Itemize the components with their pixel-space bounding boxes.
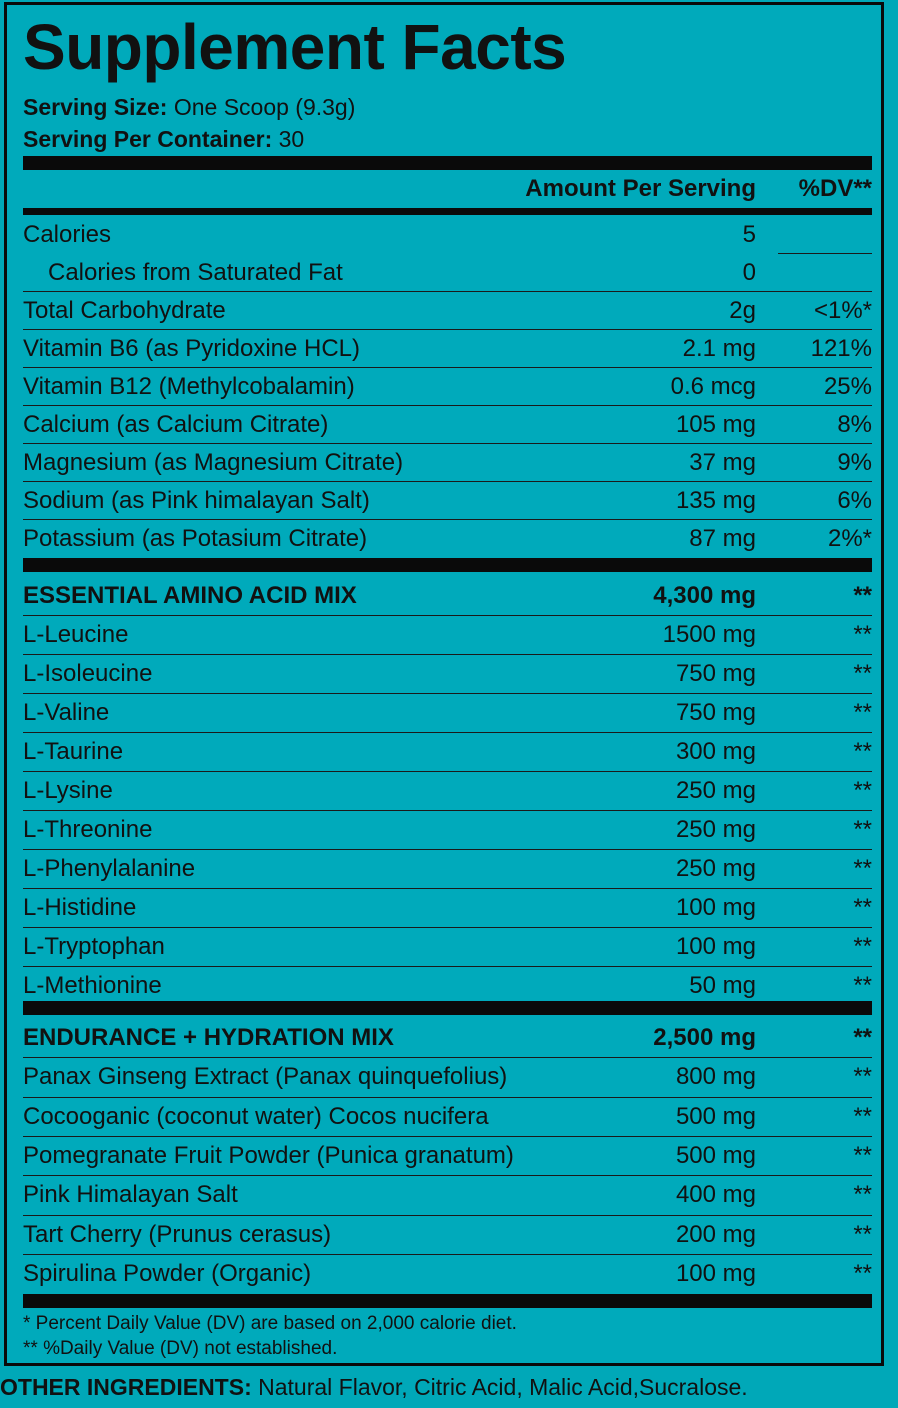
row-name: Tart Cherry (Prunus cerasus) [23, 1221, 332, 1248]
row-name: Total Carbohydrate [23, 297, 226, 324]
row-amount: 87 mg [689, 525, 756, 552]
footnote-dv: * Percent Daily Value (DV) are based on 2,000 calorie diet. [23, 1313, 517, 1334]
row-amount: 2.1 mg [682, 335, 756, 362]
thick-divider [23, 156, 872, 170]
row-name: Pomegranate Fruit Powder (Punica granatum) [23, 1142, 514, 1169]
table-row [23, 733, 872, 771]
table-row [23, 520, 872, 558]
row-dv: <1%* [813, 297, 872, 324]
row-amount: 750 mg [675, 699, 756, 726]
dv-header: %DV** [798, 175, 872, 202]
table-row [23, 967, 872, 1005]
row-amount: 0.6 mcg [670, 373, 756, 400]
row-amount: 0 [742, 259, 756, 286]
row-amount: 250 mg [675, 855, 756, 882]
row-amount: 250 mg [675, 777, 756, 804]
thick-divider [23, 1294, 872, 1308]
table-row [23, 1137, 872, 1175]
row-name: L-Valine [23, 699, 110, 726]
row-dv: ** [853, 582, 872, 609]
table-row [23, 254, 872, 292]
table-row [23, 1098, 872, 1136]
row-name: ENDURANCE + HYDRATION MIX [23, 1024, 394, 1051]
supplement-facts-panel [4, 2, 884, 1366]
row-name: L-Histidine [23, 894, 137, 921]
row-amount: 400 mg [675, 1181, 756, 1208]
row-name: L-Methionine [23, 972, 162, 999]
servings-per-container-label: Serving Per Container: [23, 126, 273, 152]
table-row [23, 292, 872, 330]
serving-size-value: One Scoop (9.3g) [173, 94, 356, 120]
row-amount: 500 mg [675, 1142, 756, 1169]
row-name: ESSENTIAL AMINO ACID MIX [23, 582, 357, 609]
row-name: L-Leucine [23, 621, 129, 648]
row-name: Sodium (as Pink himalayan Salt) [23, 487, 370, 514]
row-name: L-Tryptophan [23, 933, 165, 960]
table-row [23, 655, 872, 693]
row-name: Magnesium (as Magnesium Citrate) [23, 449, 404, 476]
row-dv: ** [853, 933, 872, 960]
serving-size [23, 93, 355, 121]
row-name: Panax Ginseng Extract (Panax quinquefolius) [23, 1063, 508, 1090]
thick-divider [23, 1001, 872, 1015]
row-amount: 200 mg [675, 1221, 756, 1248]
table-row [23, 216, 872, 254]
row-name: Vitamin B6 (as Pyridoxine HCL) [23, 335, 361, 362]
row-amount: 100 mg [675, 933, 756, 960]
table-row [23, 889, 872, 927]
table-row [23, 1176, 872, 1214]
table-row [23, 368, 872, 406]
table-row [23, 772, 872, 810]
row-amount: 100 mg [675, 894, 756, 921]
row-dv: 121% [810, 335, 872, 362]
row-name: L-Lysine [23, 777, 113, 804]
label-title: Supplement Facts [23, 11, 567, 83]
row-name: L-Isoleucine [23, 660, 153, 687]
table-row [23, 928, 872, 966]
row-dv: ** [853, 1181, 872, 1208]
row-name: Calories [23, 221, 112, 248]
row-amount: 500 mg [675, 1103, 756, 1130]
row-dv: 9% [837, 449, 872, 476]
table-row [23, 1255, 872, 1293]
row-amount: 1500 mg [662, 621, 756, 648]
medium-divider [23, 208, 872, 215]
table-row [23, 482, 872, 520]
table-row [23, 444, 872, 482]
row-amount: 5 [742, 221, 756, 248]
footnote-not-established: ** %Daily Value (DV) not established. [23, 1338, 338, 1359]
table-row [23, 406, 872, 444]
row-amount: 37 mg [689, 449, 756, 476]
row-dv: ** [853, 1221, 872, 1248]
row-dv: 25% [823, 373, 872, 400]
table-row [23, 330, 872, 368]
row-name: L-Taurine [23, 738, 124, 765]
row-dv: ** [853, 972, 872, 999]
row-dv: ** [853, 1063, 872, 1090]
row-name: Potassium (as Potasium Citrate) [23, 525, 368, 552]
row-amount: 100 mg [675, 1260, 756, 1287]
row-dv: ** [853, 699, 872, 726]
table-row [23, 616, 872, 654]
table-row [23, 694, 872, 732]
row-amount: 4,300 mg [653, 582, 756, 609]
row-name: Calcium (as Calcium Citrate) [23, 411, 329, 438]
other-ingredients-value: Natural Flavor, Citric Acid, Malic Acid,Sucralose. [258, 1374, 748, 1400]
row-name: Spirulina Powder (Organic) [23, 1260, 312, 1287]
row-dv: ** [853, 660, 872, 687]
row-dv: ** [853, 894, 872, 921]
thick-divider [23, 558, 872, 572]
table-header [23, 173, 872, 207]
row-dv: ** [853, 621, 872, 648]
row-amount: 300 mg [675, 738, 756, 765]
row-dv: ** [853, 1103, 872, 1130]
row-amount: 2g [729, 297, 756, 324]
row-dv: 2%* [827, 525, 872, 552]
other-ingredients-label: OTHER INGREDIENTS: [0, 1374, 252, 1400]
row-name: Cocooganic (coconut water) Cocos nucifera [23, 1103, 489, 1130]
row-amount: 50 mg [689, 972, 756, 999]
row-dv: ** [853, 1024, 872, 1051]
row-dv: ** [853, 1260, 872, 1287]
table-row [23, 1216, 872, 1254]
row-amount: 750 mg [675, 660, 756, 687]
table-row [23, 1058, 872, 1096]
row-dv: 6% [837, 487, 872, 514]
amount-per-serving-header: Amount Per Serving [525, 175, 756, 202]
row-amount: 135 mg [675, 487, 756, 514]
row-dv: ** [853, 816, 872, 843]
row-name: L-Threonine [23, 816, 153, 843]
table-row [23, 811, 872, 849]
servings-per-container-value: 30 [278, 126, 305, 152]
row-name: L-Phenylalanine [23, 855, 196, 882]
row-dv: ** [853, 1142, 872, 1169]
section-header-row [23, 1019, 872, 1057]
row-amount: 800 mg [675, 1063, 756, 1090]
table-row [23, 850, 872, 888]
row-amount: 105 mg [675, 411, 756, 438]
row-dv: ** [853, 738, 872, 765]
row-name: Pink Himalayan Salt [23, 1181, 238, 1208]
row-name: Vitamin B12 (Methylcobalamin) [23, 373, 355, 400]
row-dv: ** [853, 855, 872, 882]
other-ingredients [0, 1372, 748, 1402]
serving-size-label: Serving Size: [23, 94, 168, 120]
row-dv: 8% [837, 411, 872, 438]
row-amount: 2,500 mg [653, 1024, 756, 1051]
servings-per-container [23, 125, 304, 153]
row-name: Calories from Saturated Fat [48, 259, 343, 286]
row-amount: 250 mg [675, 816, 756, 843]
row-dv: ** [853, 777, 872, 804]
section-header-row [23, 577, 872, 615]
